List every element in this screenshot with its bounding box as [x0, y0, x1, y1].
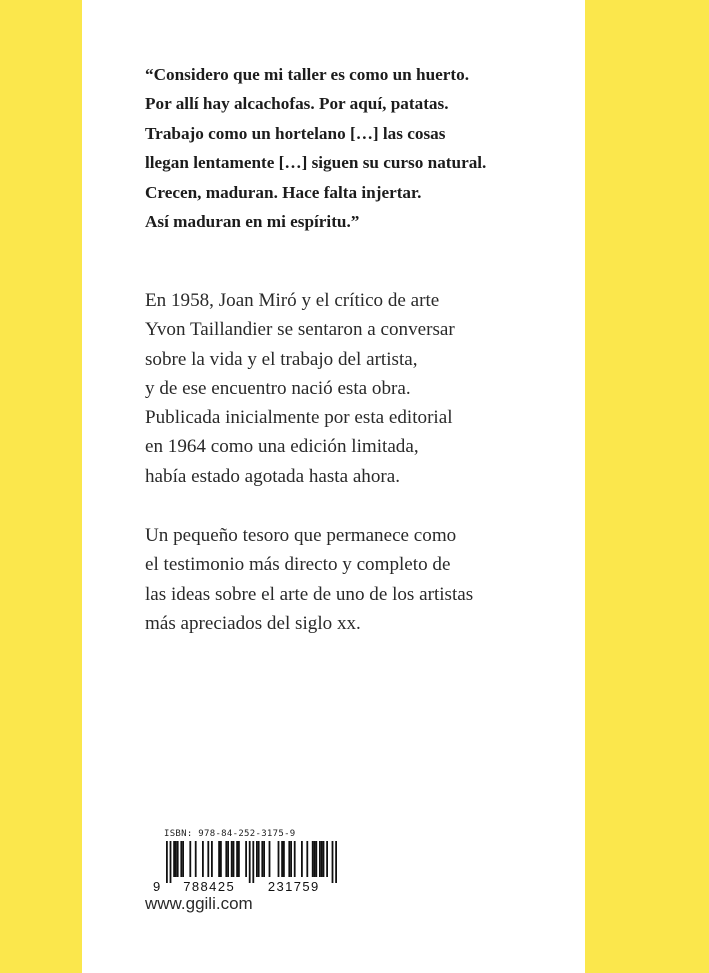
barcode-bar	[207, 841, 209, 877]
barcode-icon	[152, 841, 352, 893]
description-line: Yvon Taillandier se sentaron a conversar	[145, 319, 455, 341]
barcode-bar	[312, 841, 314, 877]
barcode-digits-right: 231759	[267, 879, 320, 893]
barcode-bar	[233, 841, 235, 877]
barcode-bar	[227, 841, 229, 877]
barcode-bar	[238, 841, 240, 877]
barcode-bar	[170, 841, 172, 883]
description-line: sobre la vida y el trabajo del artista,	[145, 348, 418, 370]
description-line: el testimonio más directo y completo de	[145, 554, 451, 576]
publisher-url[interactable]: www.ggili.com	[145, 894, 253, 913]
barcode-bar	[306, 841, 308, 877]
barcode-bar	[256, 841, 258, 877]
barcode-digit-first: 9	[153, 879, 161, 893]
barcode-bar	[258, 841, 260, 877]
description-line: en 1964 como una edición limitada,	[145, 436, 419, 458]
barcode-bar	[335, 841, 337, 883]
barcode-bar	[315, 841, 317, 877]
barcode-bar	[283, 841, 285, 877]
barcode-bar	[261, 841, 263, 877]
barcode-bar	[252, 841, 254, 883]
barcode-bar	[211, 841, 213, 877]
barcode-bar	[177, 841, 179, 877]
barcode-bar	[314, 841, 316, 877]
barcode-bar	[290, 841, 292, 877]
barcode-bar	[301, 841, 303, 877]
barcode-bar	[288, 841, 290, 877]
barcode-bar	[220, 841, 222, 877]
barcode-bar	[323, 841, 325, 877]
description-line: y de ese encuentro nació esta obra.	[145, 377, 411, 399]
barcode-bar	[326, 841, 328, 877]
quote-line: Trabajo como un hortelano […] las cosas	[145, 123, 446, 143]
description-paragraph-1	[145, 286, 575, 491]
barcode-bar	[278, 841, 280, 877]
quote-line: Por allí hay alcachofas. Por aquí, patatas.	[145, 94, 449, 114]
barcode-bar	[281, 841, 283, 877]
barcode-bar	[173, 841, 175, 877]
barcode-bar	[166, 841, 168, 883]
description-line: había estado agotada hasta ahora.	[145, 465, 400, 487]
description-line: En 1958, Joan Miró y el crítico de arte	[145, 290, 440, 311]
barcode-bar	[189, 841, 191, 877]
isbn-label: ISBN: 978-84-252-3175-9	[164, 829, 296, 839]
back-cover-page	[82, 0, 585, 973]
barcode-bar	[231, 841, 233, 877]
barcode-digits-left: 788425	[183, 879, 236, 893]
barcode-bar	[175, 841, 177, 877]
description-line: las ideas sobre el arte de uno de los artistas	[145, 583, 474, 605]
description-paragraph-2	[145, 521, 575, 638]
barcode-bar	[249, 841, 251, 883]
barcode-bar	[269, 841, 271, 877]
barcode-bar	[319, 841, 321, 877]
description-line: Un pequeño tesoro que permanece como	[145, 525, 457, 546]
barcode-bar	[182, 841, 184, 877]
description-line: más apreciados del siglo xx.	[145, 612, 361, 634]
barcode-bar	[332, 841, 334, 883]
barcode-bar	[195, 841, 197, 877]
barcode-bar	[321, 841, 323, 877]
barcode-bar	[218, 841, 220, 877]
barcode-bar	[294, 841, 296, 877]
quote-line: “Considero que mi taller es como un huerto.	[145, 65, 470, 84]
description-line: Publicada inicialmente por esta editorial	[145, 407, 453, 429]
quote-line: llegan lentamente […] siguen su curso natural.	[145, 153, 487, 173]
barcode-bar	[202, 841, 204, 877]
barcode-bar	[180, 841, 182, 877]
barcode-bar	[245, 841, 247, 877]
miro-quote	[145, 60, 575, 236]
quote-line: Crecen, maduran. Hace falta injertar.	[145, 182, 422, 202]
barcode-bar	[263, 841, 265, 877]
barcode-bar	[236, 841, 238, 877]
quote-line: Así maduran en mi espíritu.”	[145, 212, 360, 232]
barcode-bar	[225, 841, 227, 877]
